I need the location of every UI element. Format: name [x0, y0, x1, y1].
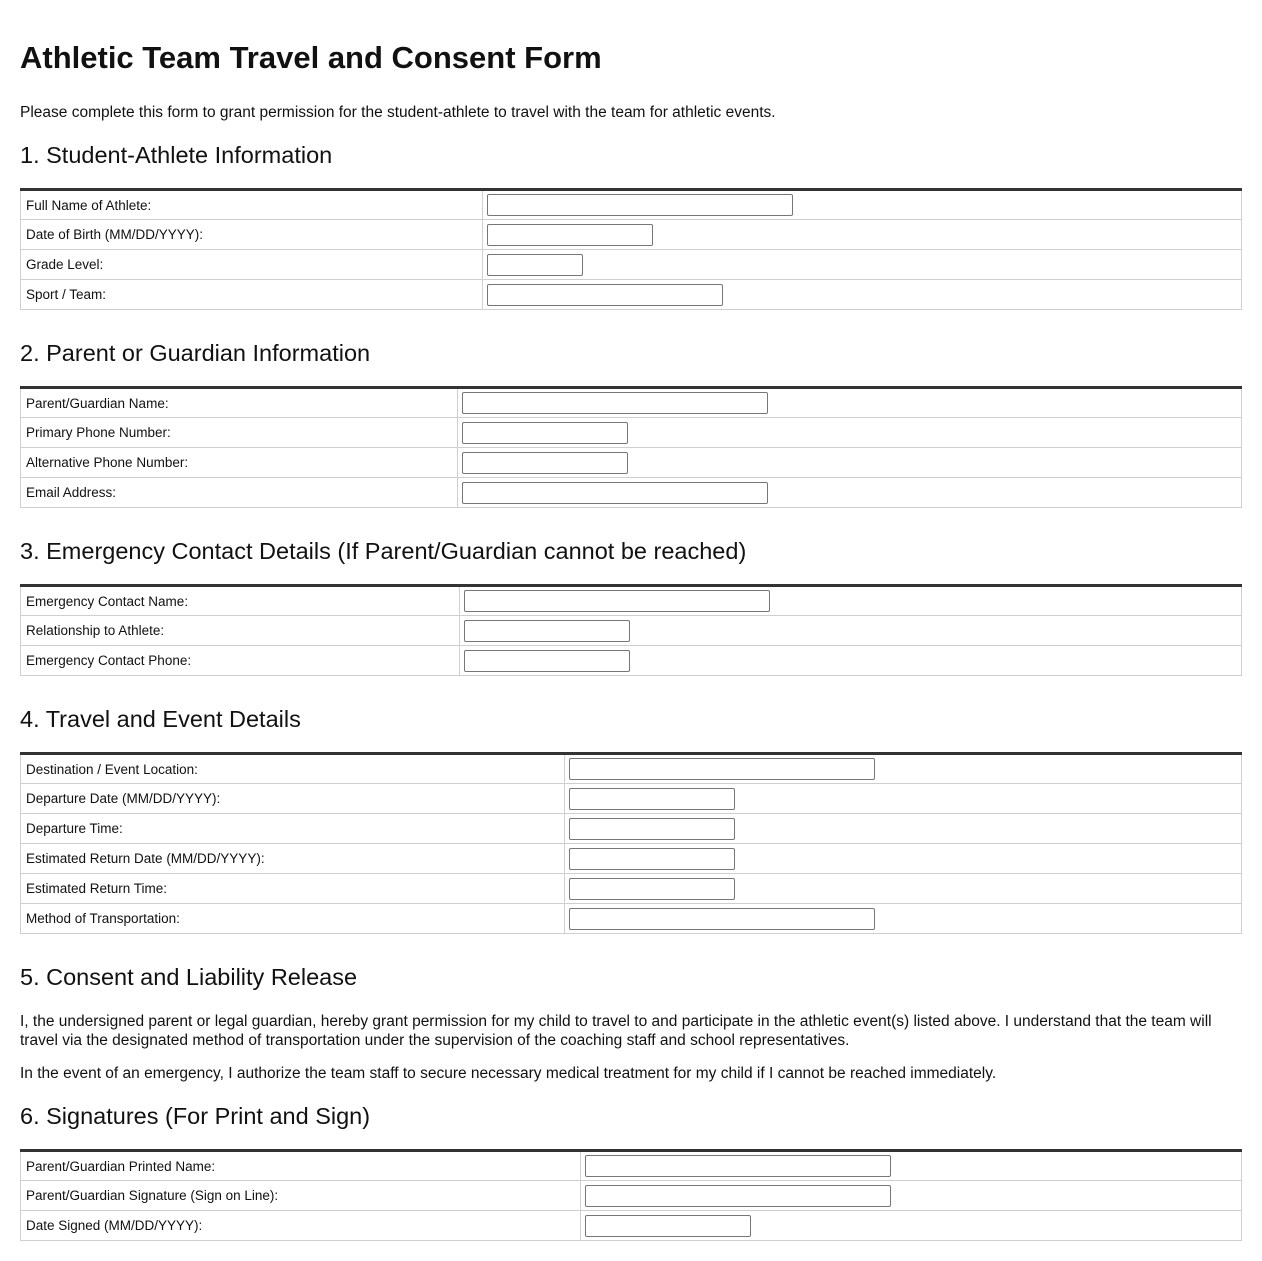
- section-heading-consent: 5. Consent and Liability Release: [20, 964, 358, 990]
- table-row: [21, 220, 1242, 250]
- grade-level-input[interactable]: [487, 254, 583, 276]
- destination-input[interactable]: [569, 758, 875, 780]
- emergency-contact-name-cell: [460, 586, 1242, 616]
- printed-name-cell: [581, 1151, 1242, 1181]
- parent-name-label: Parent/Guardian Name:: [21, 388, 458, 418]
- transportation-label: Method of Transportation:: [21, 904, 565, 934]
- return-time-label: Estimated Return Time:: [21, 874, 565, 904]
- athlete-name-cell: [483, 190, 1242, 220]
- section-heading-emergency-contact: 3. Emergency Contact Details (If Parent/Guardian cannot be reached): [20, 538, 747, 564]
- return-date-input[interactable]: [569, 848, 735, 870]
- date-signed-label: Date Signed (MM/DD/YYYY):: [21, 1211, 581, 1241]
- table-row: [21, 280, 1242, 310]
- emergency-contact-phone-input[interactable]: [464, 650, 630, 672]
- departure-time-label: Departure Time:: [21, 814, 565, 844]
- alternative-phone-label: Alternative Phone Number:: [21, 448, 458, 478]
- table-row: [21, 646, 1242, 676]
- sport-team-label: Sport / Team:: [21, 280, 483, 310]
- departure-time-cell: [565, 814, 1242, 844]
- table-row: [21, 190, 1242, 220]
- travel-event-table: [20, 752, 1242, 934]
- table-row: [21, 844, 1242, 874]
- table-row: [21, 388, 1242, 418]
- email-address-cell: [458, 478, 1242, 508]
- emergency-authorization-paragraph: In the event of an emergency, I authorize the team staff to secure necessary medical treatment for my child if I cannot be reached immediately.: [20, 1065, 997, 1082]
- form-intro: Please complete this form to grant permission for the student-athlete to travel with the team for athletic events.: [20, 104, 776, 121]
- alternative-phone-input[interactable]: [462, 452, 628, 474]
- date-signed-cell: [581, 1211, 1242, 1241]
- departure-time-input[interactable]: [569, 818, 735, 840]
- table-row: [21, 616, 1242, 646]
- table-row: [21, 418, 1242, 448]
- email-address-label: Email Address:: [21, 478, 458, 508]
- table-row: [21, 1151, 1242, 1181]
- emergency-contact-phone-label: Emergency Contact Phone:: [21, 646, 460, 676]
- relationship-label: Relationship to Athlete:: [21, 616, 460, 646]
- athlete-name-label: Full Name of Athlete:: [21, 190, 483, 220]
- athlete-name-input[interactable]: [487, 194, 793, 216]
- date-of-birth-label: Date of Birth (MM/DD/YYYY):: [21, 220, 483, 250]
- table-row: [21, 586, 1242, 616]
- page-title: Athletic Team Travel and Consent Form: [20, 40, 602, 75]
- grade-level-cell: [483, 250, 1242, 280]
- parent-name-cell: [458, 388, 1242, 418]
- sport-team-input[interactable]: [487, 284, 723, 306]
- emergency-contact-name-input[interactable]: [464, 590, 770, 612]
- signature-label: Parent/Guardian Signature (Sign on Line):: [21, 1181, 581, 1211]
- printed-name-input[interactable]: [585, 1155, 891, 1177]
- signature-cell: [581, 1181, 1242, 1211]
- return-time-cell: [565, 874, 1242, 904]
- table-row: [21, 814, 1242, 844]
- primary-phone-label: Primary Phone Number:: [21, 418, 458, 448]
- emergency-contact-phone-cell: [460, 646, 1242, 676]
- date-of-birth-input[interactable]: [487, 224, 653, 246]
- table-row: [21, 754, 1242, 784]
- table-row: [21, 874, 1242, 904]
- table-row: [21, 1181, 1242, 1211]
- section-heading-travel-event: 4. Travel and Event Details: [20, 706, 301, 732]
- transportation-cell: [565, 904, 1242, 934]
- table-row: [21, 478, 1242, 508]
- departure-date-label: Departure Date (MM/DD/YYYY):: [21, 784, 565, 814]
- email-address-input[interactable]: [462, 482, 768, 504]
- return-time-input[interactable]: [569, 878, 735, 900]
- table-row: [21, 448, 1242, 478]
- date-of-birth-cell: [483, 220, 1242, 250]
- primary-phone-cell: [458, 418, 1242, 448]
- destination-cell: [565, 754, 1242, 784]
- section-heading-parent-guardian: 2. Parent or Guardian Information: [20, 340, 371, 366]
- return-date-cell: [565, 844, 1242, 874]
- table-row: [21, 250, 1242, 280]
- primary-phone-input[interactable]: [462, 422, 628, 444]
- relationship-cell: [460, 616, 1242, 646]
- section-heading-signatures: 6. Signatures (For Print and Sign): [20, 1103, 371, 1129]
- table-row: [21, 784, 1242, 814]
- printed-name-label: Parent/Guardian Printed Name:: [21, 1151, 581, 1181]
- return-date-label: Estimated Return Date (MM/DD/YYYY):: [21, 844, 565, 874]
- emergency-contact-table: [20, 584, 1242, 676]
- departure-date-cell: [565, 784, 1242, 814]
- parent-name-input[interactable]: [462, 392, 768, 414]
- grade-level-label: Grade Level:: [21, 250, 483, 280]
- student-athlete-table: [20, 188, 1242, 310]
- destination-label: Destination / Event Location:: [21, 754, 565, 784]
- departure-date-input[interactable]: [569, 788, 735, 810]
- consent-paragraph: I, the undersigned parent or legal guardian, hereby grant permission for my child to travel to and participate in the athletic event(s) listed above. I understand that the team will travel via the designated method of transportation under the supervision of the coaching staff and school representatives.: [20, 1013, 1212, 1049]
- signature-input[interactable]: [585, 1185, 891, 1207]
- table-row: [21, 1211, 1242, 1241]
- parent-guardian-table: [20, 386, 1242, 508]
- relationship-input[interactable]: [464, 620, 630, 642]
- transportation-input[interactable]: [569, 908, 875, 930]
- signatures-table: [20, 1149, 1242, 1241]
- sport-team-cell: [483, 280, 1242, 310]
- emergency-contact-name-label: Emergency Contact Name:: [21, 586, 460, 616]
- table-row: [21, 904, 1242, 934]
- section-heading-student-athlete: 1. Student-Athlete Information: [20, 142, 333, 168]
- alternative-phone-cell: [458, 448, 1242, 478]
- date-signed-input[interactable]: [585, 1215, 751, 1237]
